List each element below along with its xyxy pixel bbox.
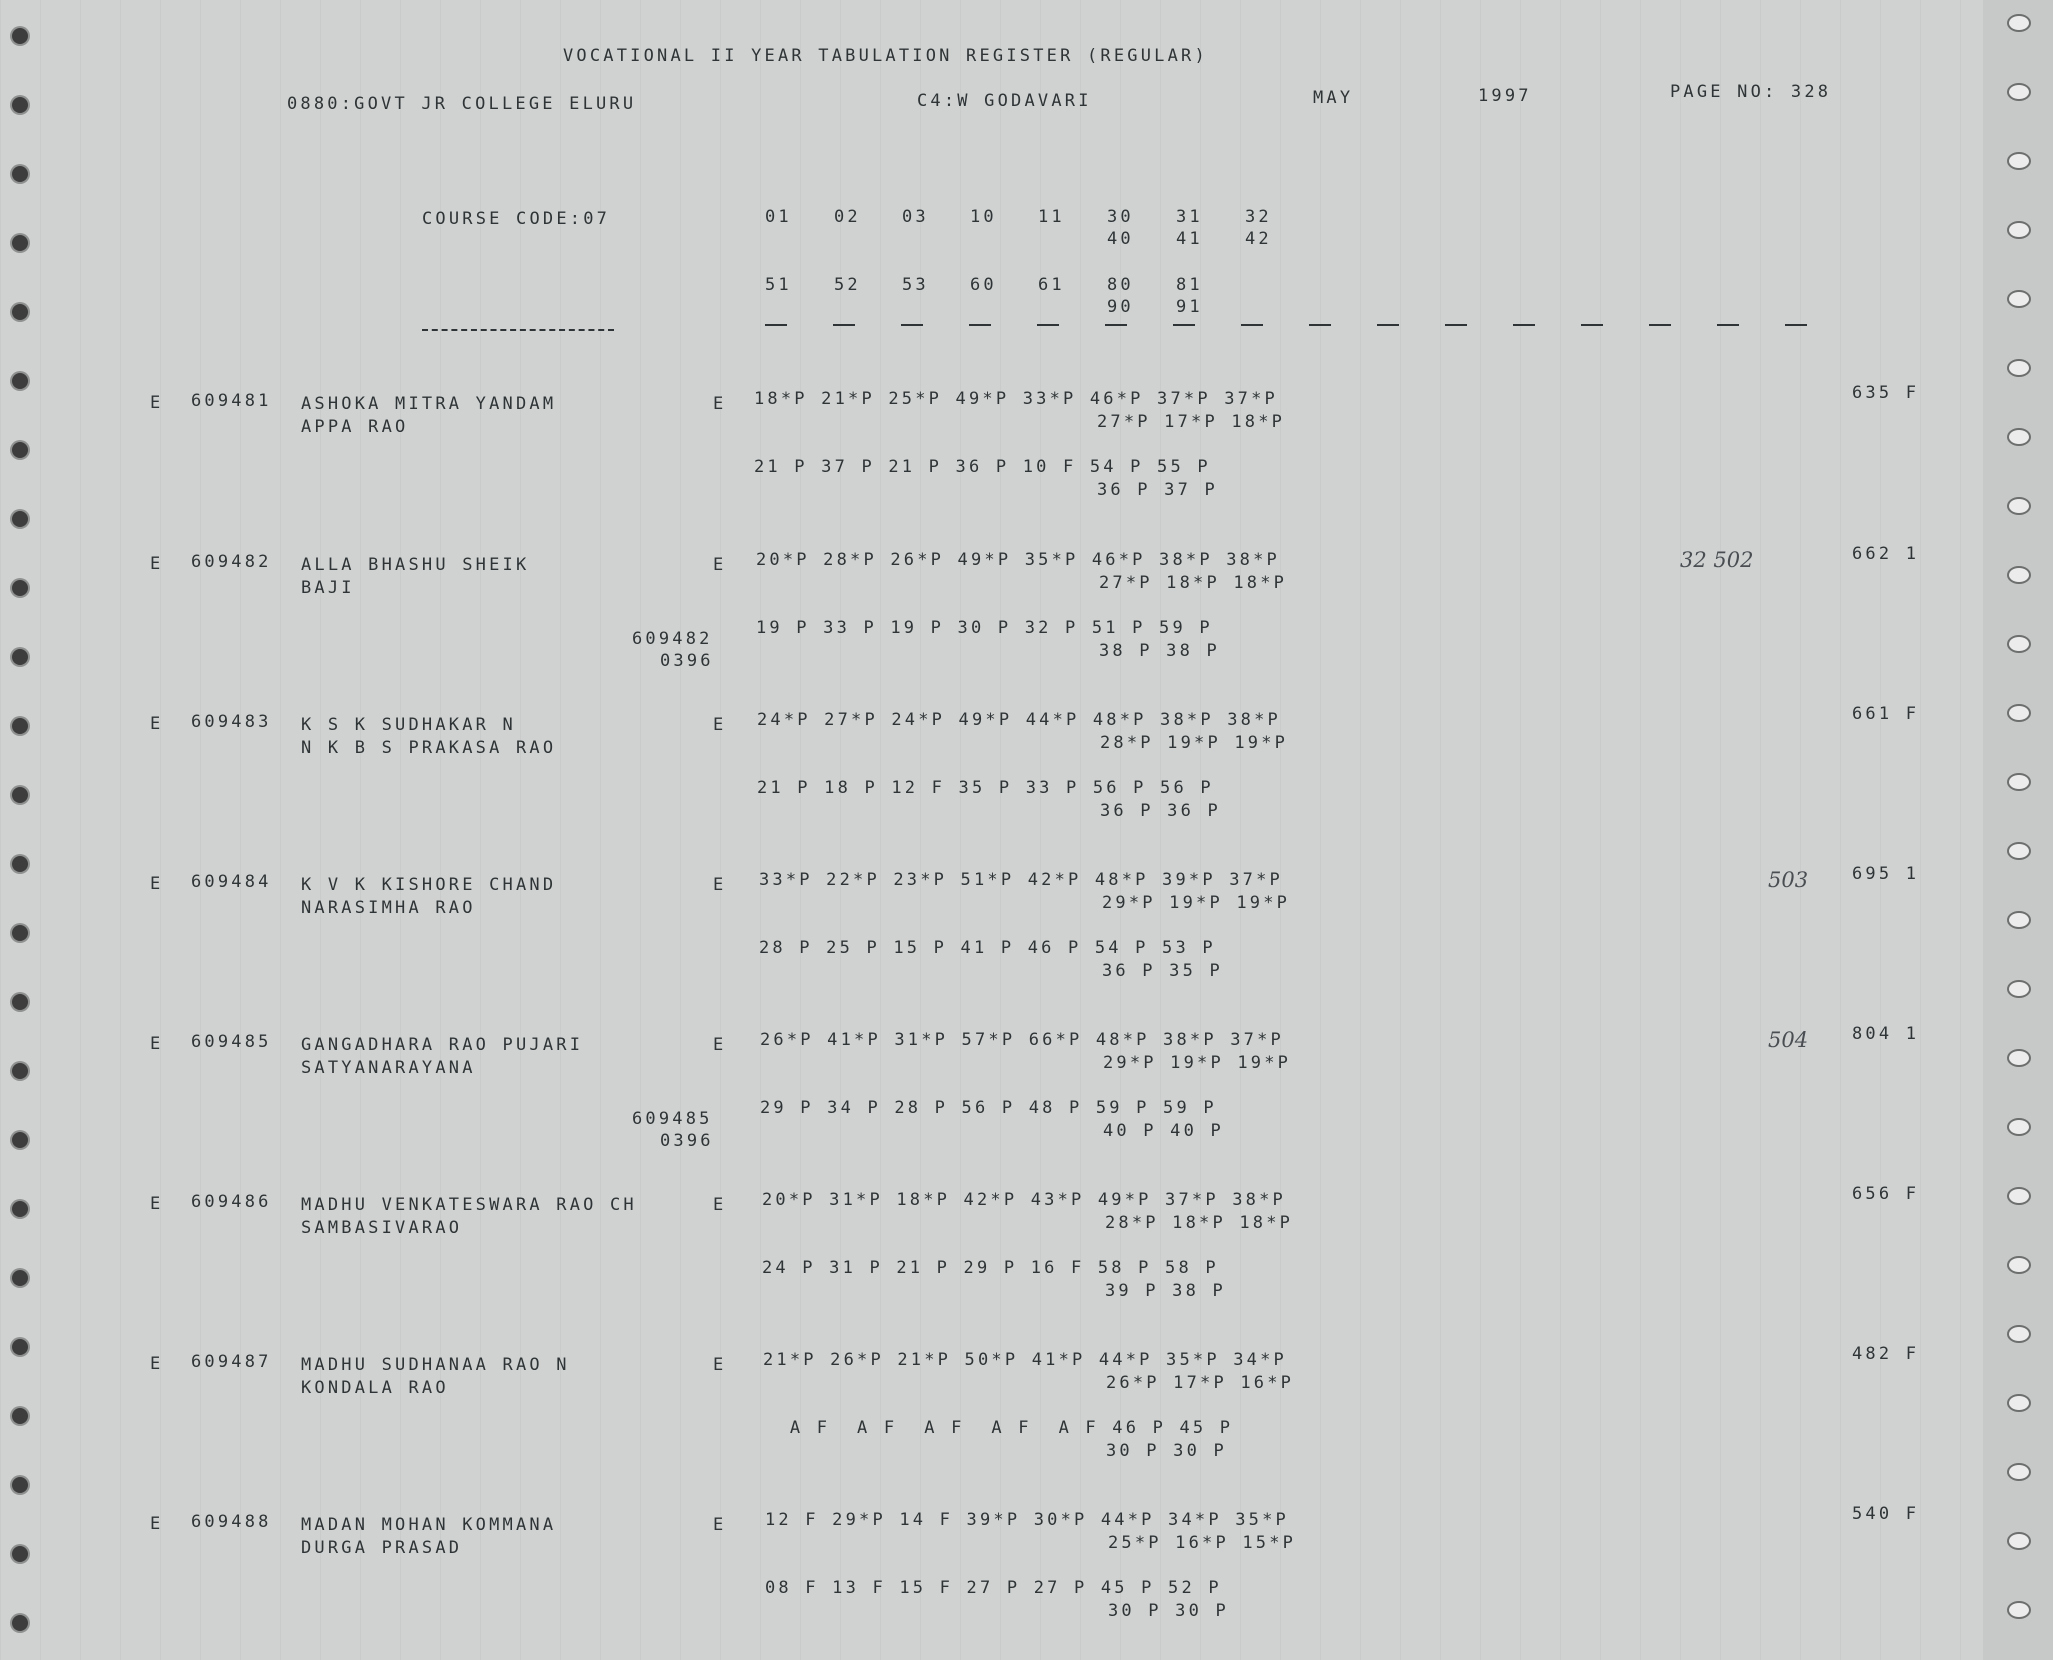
total-result: 661 F [1852,704,1920,724]
parent-name: SAMBASIVARAO [301,1218,463,1238]
feed-hole-left [12,97,28,113]
student-name: K V K KISHORE CHAND [301,875,557,895]
subject-code: 01 [765,207,792,227]
subject-code: 42 [1245,229,1272,249]
marks-part1-extra: 29*P 19*P 19*P [1103,1053,1292,1073]
record-flag: E [150,1514,164,1534]
roll-number: 609481 [191,391,272,411]
column-dash [833,324,855,326]
subject-code: 30 [1107,207,1134,227]
student-name: K S K SUDHAKAR N [301,715,516,735]
total-result: 804 1 [1852,1024,1920,1044]
feed-hole-right [2007,221,2031,239]
student-record [0,706,2053,876]
parent-name: KONDALA RAO [301,1378,449,1398]
subject-code: 11 [1038,207,1065,227]
subject-code: 32 [1245,207,1272,227]
roll-number: 609488 [191,1512,272,1532]
roll-number: 609485 [191,1032,272,1052]
record-flag: E [150,393,164,413]
marks-part2: 28 P 25 P 15 P 41 P 46 P 54 P 53 P [759,938,1216,958]
parent-name: NARASIMHA RAO [301,898,476,918]
medium-code: E [713,1035,727,1055]
student-name: ALLA BHASHU SHEIK [301,555,530,575]
course-underline [422,329,614,331]
reference-code: 0396 [660,651,714,671]
subject-code: 10 [970,207,997,227]
subject-code: 52 [834,275,861,295]
marks-part1: 24*P 27*P 24*P 49*P 44*P 48*P 38*P 38*P [757,710,1281,730]
marks-part2: A F A F A F A F A F 46 P 45 P [763,1418,1234,1438]
exam-year: 1997 [1478,86,1532,106]
total-result: 540 F [1852,1504,1920,1524]
feed-hole-right [2007,359,2031,377]
medium-code: E [713,394,727,414]
marks-part1: 33*P 22*P 23*P 51*P 42*P 48*P 39*P 37*P [759,870,1283,890]
marks-part2: 19 P 33 P 19 P 30 P 32 P 51 P 59 P [756,618,1213,638]
total-result: 695 1 [1852,864,1920,884]
roll-number: 609484 [191,872,272,892]
student-record [0,1186,2053,1356]
subject-code: 31 [1176,207,1203,227]
district-name: C4:W GODAVARI [917,91,1092,111]
column-dash [1717,324,1739,326]
student-record [0,546,2053,716]
reference-number: 609485 [632,1109,713,1129]
total-result: 656 F [1852,1184,1920,1204]
total-result: 662 1 [1852,544,1920,564]
marks-part1-extra: 25*P 16*P 15*P [1108,1533,1297,1553]
subject-code: 03 [902,207,929,227]
marks-part2: 21 P 18 P 12 F 35 P 33 P 56 P 56 P [757,778,1214,798]
marks-part1: 20*P 28*P 26*P 49*P 35*P 46*P 38*P 38*P [756,550,1280,570]
reference-number: 609482 [632,629,713,649]
subject-code: 60 [970,275,997,295]
medium-code: E [713,1355,727,1375]
roll-number: 609482 [191,552,272,572]
exam-month: MAY [1313,88,1354,108]
feed-hole-right [2007,152,2031,170]
subject-code: 40 [1107,229,1134,249]
record-flag: E [150,1194,164,1214]
student-name: ASHOKA MITRA YANDAM [301,394,557,414]
subject-code: 51 [765,275,792,295]
parent-name: BAJI [301,578,355,598]
feed-hole-left [12,166,28,182]
record-flag: E [150,1034,164,1054]
column-dash [901,324,923,326]
subject-code: 53 [902,275,929,295]
column-dash [1581,324,1603,326]
medium-code: E [713,1515,727,1535]
feed-hole-left [12,28,28,44]
medium-code: E [713,715,727,735]
student-record [0,385,2053,555]
marks-part1: 21*P 26*P 21*P 50*P 41*P 44*P 35*P 34*P [763,1350,1287,1370]
column-dash [1241,324,1263,326]
column-dash [1173,324,1195,326]
roll-number: 609483 [191,712,272,732]
student-name: MADAN MOHAN KOMMANA [301,1515,557,1535]
marks-part2-extra: 36 P 36 P [1100,801,1221,821]
marks-part2: 29 P 34 P 28 P 56 P 48 P 59 P 59 P [760,1098,1217,1118]
student-name: MADHU VENKATESWARA RAO CH [301,1195,637,1215]
medium-code: E [713,555,727,575]
marks-part2-extra: 40 P 40 P [1103,1121,1224,1141]
column-dash [1513,324,1535,326]
column-dash [765,324,787,326]
parent-name: N K B S PRAKASA RAO [301,738,557,758]
subject-code: 80 [1107,275,1134,295]
subject-code: 61 [1038,275,1065,295]
student-record [0,866,2053,1036]
feed-hole-left [12,304,28,320]
marks-part2: 24 P 31 P 21 P 29 P 16 F 58 P 58 P [762,1258,1219,1278]
marks-part1: 12 F 29*P 14 F 39*P 30*P 44*P 34*P 35*P [765,1510,1289,1530]
total-result: 635 F [1852,383,1920,403]
marks-part2-extra: 30 P 30 P [1108,1601,1229,1621]
record-flag: E [150,874,164,894]
student-record [0,1506,2053,1660]
column-dash [1037,324,1059,326]
feed-hole-right [2007,83,2031,101]
record-flag: E [150,1354,164,1374]
marks-part1-extra: 28*P 19*P 19*P [1100,733,1289,753]
marks-part2: 21 P 37 P 21 P 36 P 10 F 54 P 55 P [754,457,1211,477]
subject-code: 41 [1176,229,1203,249]
marks-part1-extra: 29*P 19*P 19*P [1102,893,1291,913]
register-title: VOCATIONAL II YEAR TABULATION REGISTER (REGULAR) [563,46,1208,66]
marks-part1: 26*P 41*P 31*P 57*P 66*P 48*P 38*P 37*P [760,1030,1284,1050]
marks-part2-extra: 36 P 35 P [1102,961,1223,981]
marks-part2-extra: 38 P 38 P [1099,641,1220,661]
parent-name: SATYANARAYANA [301,1058,476,1078]
subject-code: 90 [1107,297,1134,317]
student-name: GANGADHARA RAO PUJARI [301,1035,584,1055]
marks-part2-extra: 36 P 37 P [1097,480,1218,500]
roll-number: 609487 [191,1352,272,1372]
handwritten-note: 503 [1768,868,1809,892]
marks-part1: 20*P 31*P 18*P 42*P 43*P 49*P 37*P 38*P [762,1190,1286,1210]
column-dash [969,324,991,326]
marks-part2-extra: 30 P 30 P [1106,1441,1227,1461]
marks-part1: 18*P 21*P 25*P 49*P 33*P 46*P 37*P 37*P [754,389,1278,409]
roll-number: 609486 [191,1192,272,1212]
course-code: COURSE CODE:07 [422,209,611,229]
feed-hole-right [2007,14,2031,32]
marks-part2-extra: 39 P 38 P [1105,1281,1226,1301]
column-dash [1105,324,1127,326]
marks-part2: 08 F 13 F 15 F 27 P 27 P 45 P 52 P [765,1578,1222,1598]
column-dash [1785,324,1807,326]
parent-name: DURGA PRASAD [301,1538,463,1558]
reference-code: 0396 [660,1131,714,1151]
student-record [0,1026,2053,1196]
total-result: 482 F [1852,1344,1920,1364]
subject-code: 91 [1176,297,1203,317]
medium-code: E [713,875,727,895]
subject-code: 02 [834,207,861,227]
marks-part1-extra: 27*P 17*P 18*P [1097,412,1286,432]
handwritten-note: 504 [1768,1028,1809,1052]
subject-code: 81 [1176,275,1203,295]
page-number: PAGE NO: 328 [1670,82,1832,102]
column-dash [1445,324,1467,326]
handwritten-note: 32 502 [1680,548,1754,572]
record-flag: E [150,554,164,574]
column-dash [1649,324,1671,326]
student-record [0,1346,2053,1516]
record-flag: E [150,714,164,734]
column-dash [1309,324,1331,326]
college-name: 0880:GOVT JR COLLEGE ELURU [287,94,637,114]
column-dash [1377,324,1399,326]
marks-part1-extra: 27*P 18*P 18*P [1099,573,1288,593]
marks-part1-extra: 28*P 18*P 18*P [1105,1213,1294,1233]
medium-code: E [713,1195,727,1215]
feed-hole-left [12,235,28,251]
parent-name: APPA RAO [301,417,409,437]
student-name: MADHU SUDHANAA RAO N [301,1355,570,1375]
feed-hole-right [2007,290,2031,308]
marks-part1-extra: 26*P 17*P 16*P [1106,1373,1295,1393]
